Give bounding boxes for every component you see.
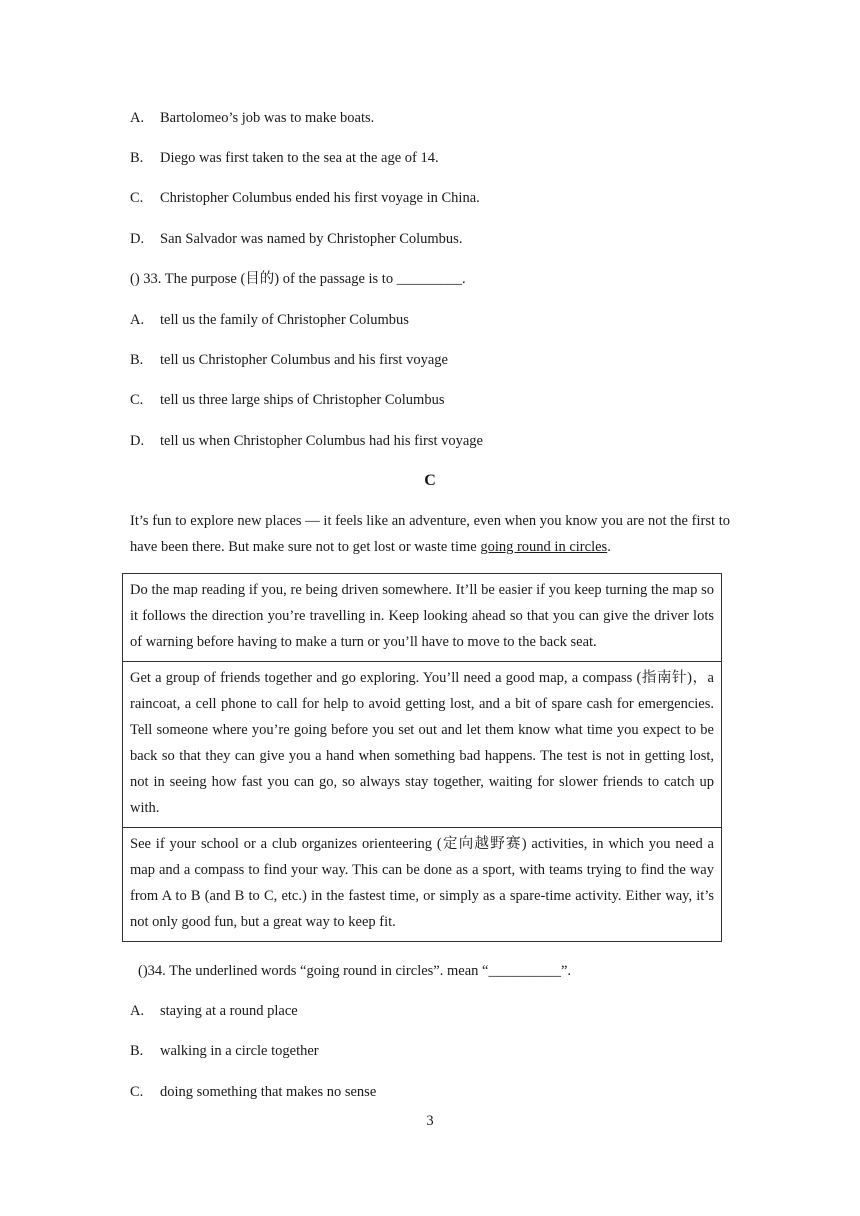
tip-orienteering: See if your school or a club organizes orienteering (定向越野赛) activities, in which you need a map and a compass to find your way. This can be done as a sport, with teams trying to find the way from A to B (and B to C, etc.) in the fastest time, or simply as a spare-time activity. Either way, it’s not only good fun, but a great way to keep fit. [130, 836, 714, 930]
option-text: staying at a round place [160, 1003, 298, 1019]
option-letter: C. [130, 190, 144, 206]
option-letter: B. [130, 352, 144, 368]
q34-option-c [130, 1083, 376, 1101]
q34-stem: ()34. The underlined words “going round in circles”. mean “__________”. [138, 963, 572, 979]
q33-option-a [130, 311, 409, 329]
option-letter: C. [130, 392, 144, 408]
tip-map-reading: Do the map reading if you, re being driven somewhere. It’ll be easier if you keep turning the map so it follows the direction you’re travelling in. Keep looking ahead so that you can give the driver lots of warning before having to make a turn or you’ll have to move to the back seat. [123, 574, 721, 662]
option-text: San Salvador was named by Christopher Columbus. [160, 231, 463, 247]
option-text: tell us Christopher Columbus and his first voyage [160, 352, 448, 368]
tip-group-exploring: Get a group of friends together and go exploring. You’ll need a good map, a compass (指南针)，a raincoat, a cell phone to call for help to avoid getting lost, and a bit of spare cash for emergencies. Tell someone where you’re going before you set out and let them know what time you expect to be back so that they can give you a hand when something bad happens. The test is not in getting lost, not in seeing how fast you can go, so always stay together, waiting for slower friends to catch up with. [123, 662, 721, 828]
q32-option-c [130, 189, 480, 207]
option-text: Christopher Columbus ended his first voyage in China. [160, 190, 480, 206]
option-letter: C. [130, 1084, 144, 1100]
option-letter: A. [130, 312, 145, 328]
underlined-phrase: going round in circles [480, 539, 608, 555]
tips-table [122, 573, 722, 942]
q34-option-a [130, 1002, 298, 1020]
option-text: doing something that makes no sense [160, 1084, 377, 1100]
q32-option-d [130, 230, 462, 248]
section-heading: C [424, 472, 436, 489]
q34-option-b [130, 1042, 319, 1060]
page-number: 3 [426, 1113, 434, 1129]
q32-option-b [130, 149, 439, 167]
q33-option-d [130, 432, 483, 450]
q33-option-c [130, 391, 444, 409]
q33-stem: () 33. The purpose (目的) of the passage is to _________. [130, 271, 466, 287]
intro-text: It’s fun to explore new places — it feels like an adventure, even when you know you are not the first to have been there. But make sure not to get lost or waste time [130, 513, 730, 555]
option-text: Bartolomeo’s job was to make boats. [160, 110, 375, 126]
intro-end: . [607, 539, 611, 555]
option-text: tell us the family of Christopher Columbus [160, 312, 409, 328]
q33-option-b [130, 351, 448, 369]
option-letter: B. [130, 150, 144, 166]
option-letter: B. [130, 1043, 144, 1059]
passage-intro [130, 508, 730, 560]
option-text: Diego was first taken to the sea at the age of 14. [160, 150, 439, 166]
option-letter: A. [130, 1003, 145, 1019]
option-letter: D. [130, 433, 145, 449]
option-text: tell us three large ships of Christopher Columbus [160, 392, 445, 408]
option-text: walking in a circle together [160, 1043, 319, 1059]
option-text: tell us when Christopher Columbus had his first voyage [160, 433, 483, 449]
option-letter: D. [130, 231, 145, 247]
option-letter: A. [130, 110, 145, 126]
q32-option-a [130, 109, 374, 127]
